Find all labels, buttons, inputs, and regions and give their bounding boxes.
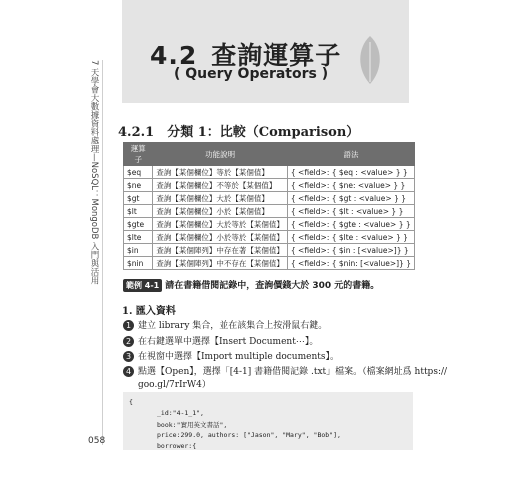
step-text: 建立 library 集合，並在該集合上按滑鼠右鍵。 [138, 321, 328, 331]
step-text: 點選【Open】，選擇「[4-1] 書籍借閱記錄 .txt」檔案。（檔案網址爲 https:// [138, 367, 448, 377]
operator-cell: $eq [124, 166, 153, 179]
operator-cell: $lte [124, 231, 153, 244]
description-cell: 查詢【某個欄位】等於【某個值】 [153, 166, 288, 179]
syntax-cell: { <field>: { $eq : <value> } } [287, 166, 414, 179]
chapter-subtitle: ( Query Operators ) [174, 66, 329, 82]
operator-cell: $ne [124, 179, 153, 192]
step-item [123, 364, 447, 377]
syntax-cell: { <field>: { $lte : <value> } } [287, 231, 414, 244]
table-row [124, 231, 415, 244]
operators-table [123, 142, 415, 270]
syntax-cell: { <field>: { $gt : <value> } } [287, 192, 414, 205]
description-cell: 查詢【某個欄位】小於【某個值】 [153, 205, 288, 218]
description-cell: 查詢【某個陣列】中不存在【某個值】 [153, 257, 288, 270]
syntax-cell: { <field>: { $nin: [<value>]} } [287, 257, 414, 270]
code-line: book:"實用英文書話", [157, 421, 228, 429]
code-line: borrower:{ [157, 442, 197, 450]
running-book-title: 7 天學會大數據資料處理—NoSQL：MongoDB 入門與活用 [89, 60, 99, 285]
code-line: price:299.0, authors: ["Jason", "Mary", "Bob"], [157, 431, 341, 439]
example-prompt [123, 278, 379, 292]
operator-cell: $in [124, 244, 153, 257]
description-cell: 查詢【某個欄位】大於【某個值】 [153, 192, 288, 205]
example-text: 請在書籍借閱記錄中，查詢價錢大於 300 元的書籍。 [165, 281, 380, 291]
syntax-cell: { <field>: { $gte : <value> } } [287, 218, 414, 231]
example-badge: 範例 4-1 [123, 279, 162, 292]
table-row [124, 192, 415, 205]
operator-cell: $gt [124, 192, 153, 205]
section-heading: 4.2.1 分類 1：比較（Comparison） [118, 125, 360, 140]
step-item [123, 334, 318, 347]
step-number-badge: 4 [123, 366, 134, 377]
description-cell: 查詢【某個欄位】小於等於【某個值】 [153, 231, 288, 244]
step-text: 在視窗中選擇【Import multiple documents】。 [138, 352, 339, 362]
syntax-cell: { <field>: { $lt : <value> } } [287, 205, 414, 218]
table-row [124, 218, 415, 231]
operator-cell: $nin [124, 257, 153, 270]
description-cell: 查詢【某個陣列】中存在著【某個值】 [153, 244, 288, 257]
description-cell: 查詢【某個欄位】不等於【某個值】 [153, 179, 288, 192]
leaf-icon [356, 34, 384, 86]
syntax-cell: { <field>: { $ne: <value> } } [287, 179, 414, 192]
table-row [124, 166, 415, 179]
table-header-operator: 運算子 [124, 143, 153, 166]
table-row [124, 257, 415, 270]
table-header-description: 功能說明 [153, 143, 288, 166]
syntax-cell: { <field>: { $in : [<value>]} } [287, 244, 414, 257]
table-header-row [124, 143, 415, 166]
step-text: 在右鍵選單中選擇【Insert Document⋯】。 [138, 337, 319, 347]
operator-cell: $lt [124, 205, 153, 218]
code-block [123, 392, 413, 450]
operator-cell: $gte [124, 218, 153, 231]
step-number-badge: 1 [123, 320, 134, 331]
step-heading: 1. 匯入資料 [122, 306, 176, 317]
table-row [124, 205, 415, 218]
step-item [123, 318, 327, 331]
side-divider [102, 60, 103, 445]
chapter-number: 4.2 [150, 41, 198, 70]
code-line: _id:"4-1_1", [157, 409, 204, 417]
description-cell: 查詢【某個欄位】大於等於【某個值】 [153, 218, 288, 231]
table-row [124, 244, 415, 257]
step-number-badge: 3 [123, 351, 134, 362]
table-row [124, 179, 415, 192]
step-text-continuation: goo.gl/7rIrW4） [138, 380, 211, 390]
page-number: 058 [88, 436, 106, 446]
step-number-badge: 2 [123, 336, 134, 347]
code-line: { [129, 398, 133, 406]
step-item [123, 349, 339, 362]
table-header-syntax: 語法 [287, 143, 414, 166]
chapter-title-text: 查詢運算子 [211, 41, 342, 70]
